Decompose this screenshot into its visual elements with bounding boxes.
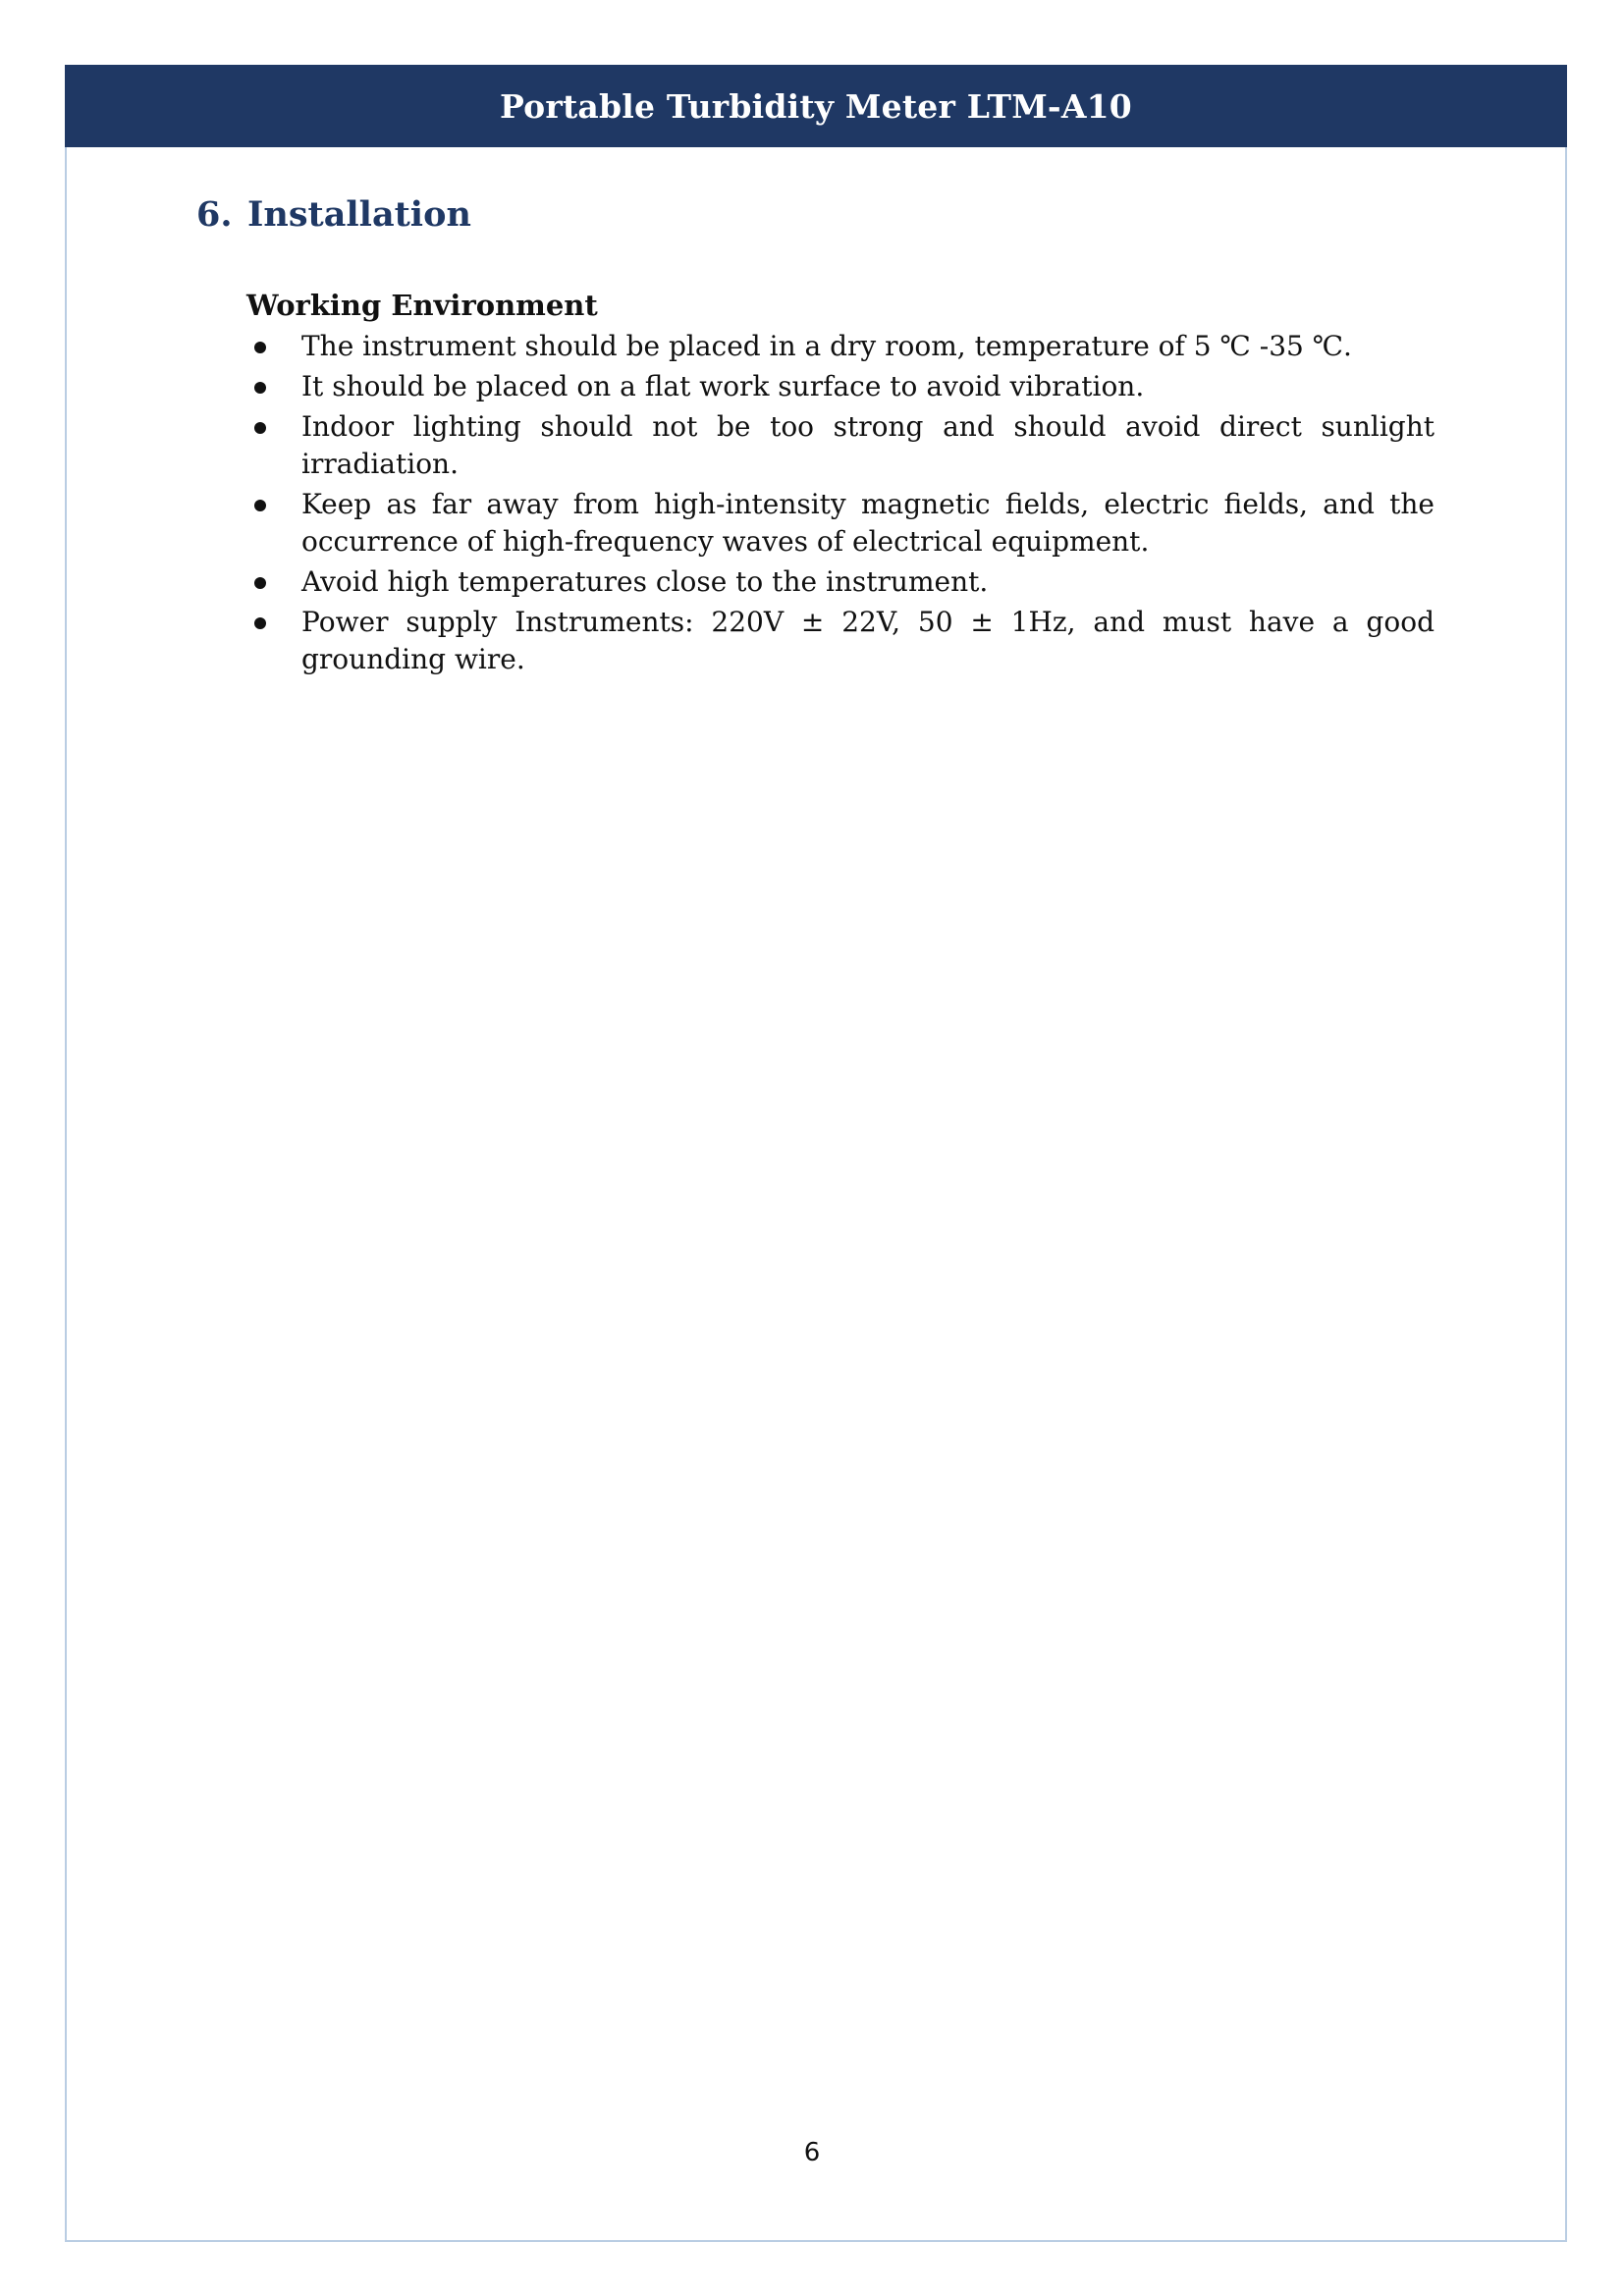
section-title: Installation xyxy=(247,194,471,235)
list-item-text: Keep as far away from high-intensity magnetic fields, electric fields, and the occurrence of high-frequency waves of electrical equipment. xyxy=(301,488,1435,558)
list-item xyxy=(246,486,1435,561)
list-item xyxy=(246,408,1435,483)
page-number: 6 xyxy=(803,2138,821,2167)
list-item-text: Indoor lighting should not be too strong and should avoid direct sunlight irradiation. xyxy=(301,410,1435,480)
list-item-text: Avoid high temperatures close to the instrument. xyxy=(301,565,989,598)
list-item-text: It should be placed on a flat work surface to avoid vibration. xyxy=(301,370,1145,402)
section-heading xyxy=(196,194,471,235)
bullet-icon xyxy=(254,422,266,434)
subsection-heading: Working Environment xyxy=(246,289,598,322)
list-item-text: The instrument should be placed in a dry room, temperature of 5 ℃ -35 ℃. xyxy=(301,330,1352,362)
requirements-list xyxy=(246,328,1435,678)
document-header xyxy=(65,65,1567,147)
bullet-icon xyxy=(254,617,266,629)
bullet-icon xyxy=(254,577,266,589)
section-number: 6. xyxy=(196,194,233,235)
list-item xyxy=(246,368,1435,405)
bullet-icon xyxy=(254,500,266,511)
bullet-icon xyxy=(254,342,266,353)
list-item xyxy=(246,604,1435,678)
document-title: Portable Turbidity Meter LTM-A10 xyxy=(500,86,1132,126)
list-item xyxy=(246,328,1435,365)
bullet-icon xyxy=(254,382,266,394)
working-environment-section xyxy=(246,287,1435,681)
list-item xyxy=(246,563,1435,601)
list-item-text: Power supply Instruments: 220V ± 22V, 50 ± 1Hz, and must have a good grounding wire. xyxy=(301,606,1435,675)
